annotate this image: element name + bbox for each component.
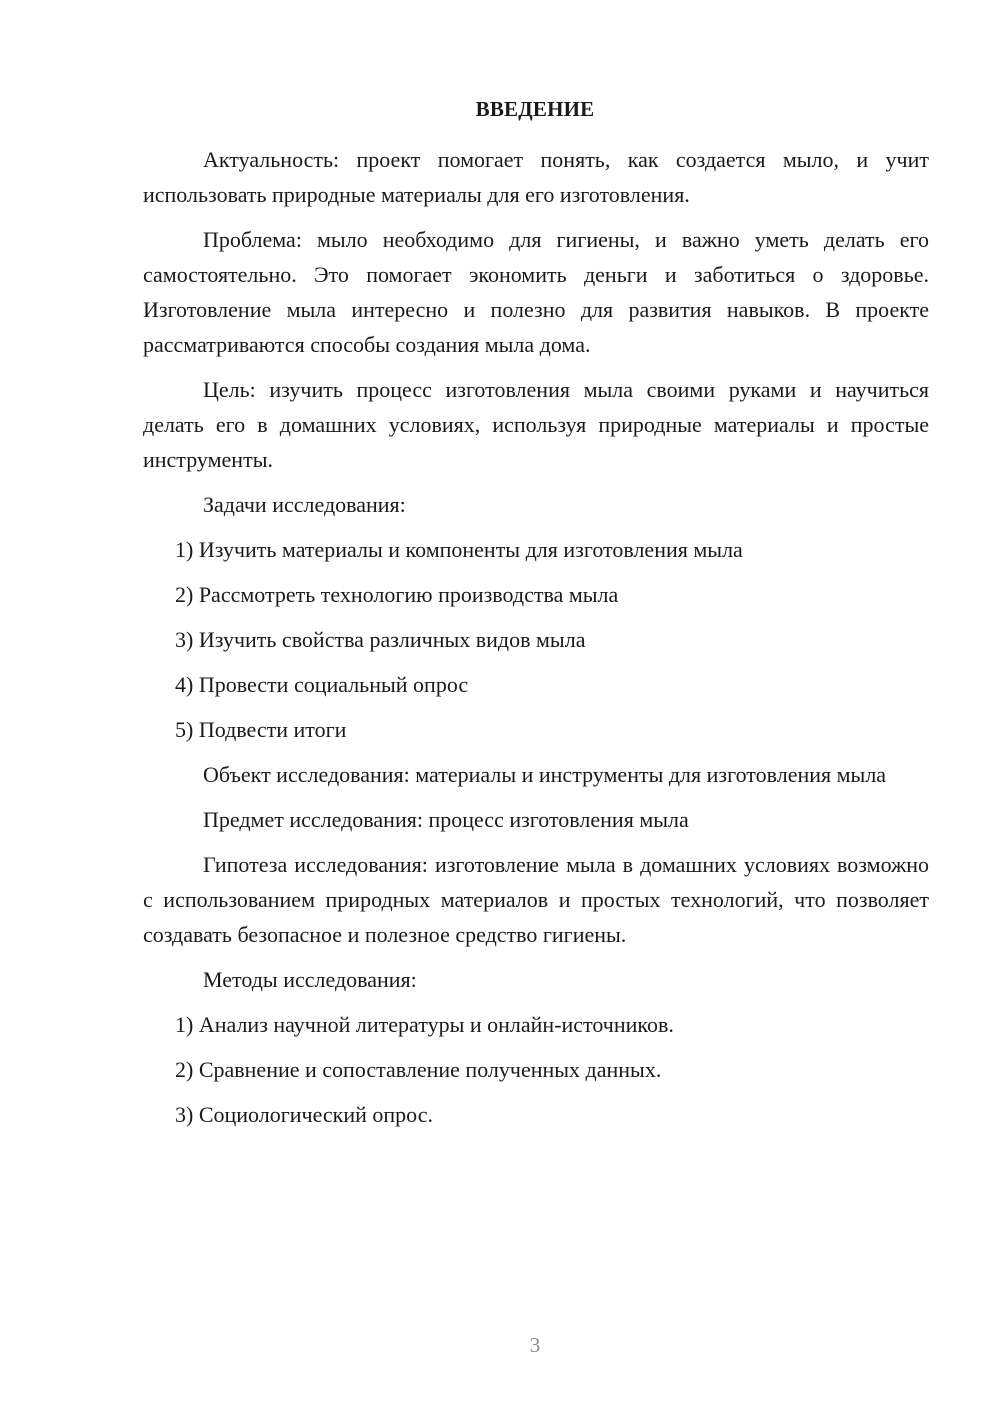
problem-paragraph: Проблема: мыло необходимо для гигиены, и важно уметь делать его самостоятельно. Это помогает экономить деньги и заботиться о здоровье. Изготовление мыла интересно и полезно для развития навыков. В проекте рассматриваются способы создания мыла дома. bbox=[143, 227, 929, 357]
list-item: 1) Изучить материалы и компоненты для изготовления мыла bbox=[175, 537, 743, 562]
list-item: 3) Изучить свойства различных видов мыла bbox=[175, 627, 586, 652]
list-item: 5) Подвести итоги bbox=[175, 717, 347, 742]
subject-paragraph: Предмет исследования: процесс изготовления мыла bbox=[203, 807, 689, 832]
methods-heading: Методы исследования: bbox=[203, 967, 417, 992]
relevance-paragraph: Актуальность: проект помогает понять, как создается мыло, и учит использовать природные материалы для его изготовления. bbox=[143, 147, 929, 207]
page-title: ВВЕДЕНИЕ bbox=[475, 97, 595, 121]
goal-paragraph: Цель: изучить процесс изготовления мыла своими руками и научиться делать его в домашних условиях, используя природные материалы и простые инструменты. bbox=[143, 377, 929, 472]
body-text bbox=[143, 142, 929, 1142]
methods-list bbox=[143, 1007, 929, 1132]
list-item: 2) Рассмотреть технологию производства мыла bbox=[175, 582, 619, 607]
list-item: 4) Провести социальный опрос bbox=[175, 672, 469, 697]
list-item: 3) Социологический опрос. bbox=[175, 1102, 433, 1127]
object-paragraph: Объект исследования: материалы и инструменты для изготовления мыла bbox=[203, 762, 887, 787]
page-number: 3 bbox=[529, 1333, 541, 1357]
list-item: 2) Сравнение и сопоставление полученных данных. bbox=[175, 1057, 662, 1082]
tasks-heading: Задачи исследования: bbox=[203, 492, 406, 517]
list-item: 1) Анализ научной литературы и онлайн-источников. bbox=[175, 1012, 674, 1037]
tasks-list bbox=[143, 532, 929, 747]
hypothesis-paragraph: Гипотеза исследования: изготовление мыла в домашних условиях возможно с использованием природных материалов и простых технологий, что позволяет создавать безопасное и полезное средство гигиены. bbox=[143, 852, 929, 947]
